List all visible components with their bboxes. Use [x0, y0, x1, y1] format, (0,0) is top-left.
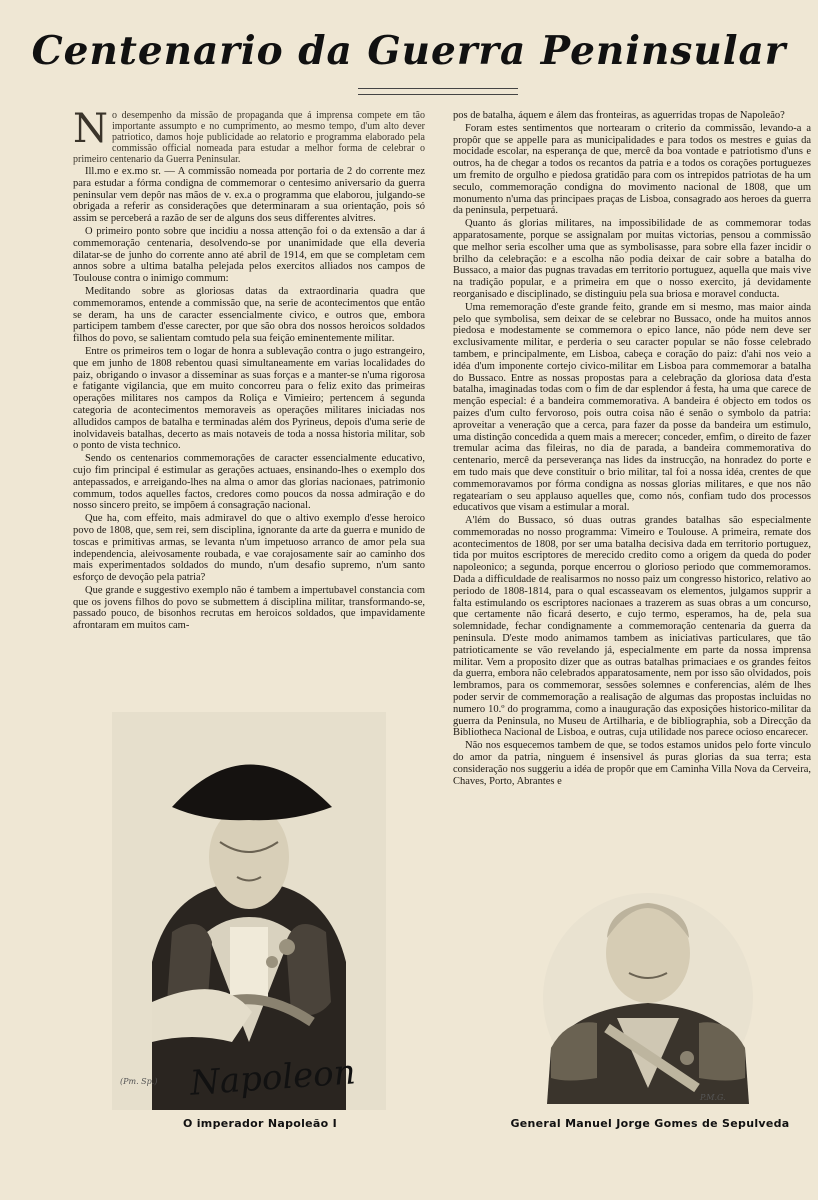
paragraph: pos de batalha, áquem e álem das fronteiras, as aguerridas tropas de Napoleão?	[453, 110, 785, 121]
right-column	[453, 110, 811, 788]
paragraph: O primeiro ponto sobre que incidiu a nossa attenção foi o da extensão a dar á commemoração centenaria, desolvendo-se por unanimidade que ella deveria dilatar-se de junho do corrente anno até abril de 1914, em que se completam cem annos sobre a ultima batalha pelejada pelos exercitos alliados nos campos de Toulouse contra o inimigo commum:	[73, 225, 425, 285]
paragraph: Não nos esquecemos tambem de que, se todos estamos unidos pelo forte vinculo do amor da patria, ninguem é insensivel ás puras glorias da sua terra; esta consideração nos suggeriu a idéa de propôr que em Caminha Villa Nova da Cerveira, Chaves, Porto, Abrantes e	[453, 740, 811, 787]
napoleon-signature: Napoleon	[188, 1052, 357, 1104]
napoleon-portrait	[112, 712, 386, 1110]
paragraph: Quanto ás glorias militares, na impossibilidade de as commemorar todas apparatosamente, porque se assignalam por muitas victorias, pensou a commissão que melhor seria escolher uma que as symbolisasse, para sobre ella fazer incidir o brilho da celebração: e a escolha não podia deixar de cair sobre a batalha do Bussaco, a maior das pugnas travadas em territorio portuguez, aquella que mais vive na tradição popular, e a primeira em que o nosso exercito, já devidamente reorganisado e disciplinado, se distinguiu pela sua briosa e moravel conducta.	[453, 218, 811, 300]
sepulveda-engraver-mark: P.M.G.	[700, 1093, 726, 1102]
napoleon-caption: O imperador Napoleão I	[182, 1117, 338, 1130]
paragraph: No desempenho da missão de propaganda que á imprensa compete em tão importante assumpto e no cumprimento, ao mesmo tempo, d'um alto dever patriotico, damos hoje publicidade ao relatorio e programma elaborado pela commissão official nomeada para estudar a melhor forma de celebrar o primeiro centenario da Guerra Peninsular.	[73, 106, 425, 165]
paragraph: Que grande e suggestivo exemplo não é tambem a impertubavel constancia com que os jovens filhos do povo se submettem á disciplina militar, transformando-se, passado pouco, de bisonhos recrutas em heroicos soldados, que impavidamente afrontaram em muitos cam-	[73, 584, 425, 632]
sepulveda-engraving	[537, 878, 759, 1104]
left-column	[73, 106, 425, 633]
sepulveda-caption: General Manuel Jorge Gomes de Sepulveda	[510, 1117, 790, 1130]
paragraph: Ill.mo e ex.mo sr. — A commissão nomeada por portaria de 2 do corrente mez para estudar a fórma condigna de commemorar o centesimo aniversario da guerra peninsular vem depôr nas mãos de v. ex.a o programma que elaborou, julgando-se obrigada a referir as considerações que determinaram a sua orientação, pois só assim se perceberá a razão de ser de alguns dos seus differentes alvitres.	[73, 166, 425, 225]
title-divider	[358, 88, 518, 95]
paragraph: Meditando sobre as gloriosas datas da extraordinaria quadra que commemoramos, entende a commissão que, na serie de acontecimentos que então se deram, ha uns de caracter essencialmente civico, e outros que, embora participem tambem d'esse carecter, por que são obra dos nossos heroicos soldados filhos do povo, se salientam comtudo pela sua feição eminentemente militar.	[73, 285, 425, 345]
paragraph: A'lém do Bussaco, só duas outras grandes batalhas são especialmente commemoradas no nosso programma: Vimeiro e Toulouse. A primeira, remate dos acontecimentos de 1808, por ser uma batalha decisiva dada em territorio portuguez, tida por muitos escriptores de merecido credito como a origem da queda do poder napoleonico; a segunda, porque encerrou o glorioso periodo que commemoramos. Dada a difficuldade de realisarmos no nosso paiz um congresso historico, relativo ao periodo de 1808-1814, para o qual escasseavam os elementos, julgamos supprir a falta estimulando os escriptores nacionaes a trazerem as suas obras a um concurso, que certamente não ficará deserto, e cujo termo, esperamos, ha de, pela sua solemnidade, fechar condignamente a commemoração centenaria da guerra da peninsula. D'este modo animamos tambem as iniciativas particulares, que tão patrioticamente se vão revelando já, especialmente em parte da nossa imprensa militar. Vem a proposito dizer que as outras batalhas primaciaes e os grandes feitos da guerra, embora não celebrados apparatosamente, nem por isso são olvidados, pois lembramos, para os commemorar, sessões solemnes e conferencias, além de lhes poder servir de commemoração a realisação de algumas das propostas incluidas no numero 10.º do programma, como a inauguração das exposições historico-militar da guerra da Peninsula, no Museu de Artilharia, e de bibliographia, sob a Direcção da Bibliotheca Nacional de Lisboa, e outras, cuja utilidade nos parece ocioso encarecer.	[453, 515, 811, 739]
paragraph: Sendo os centenarios commemorações de caracter essencialmente educativo, cujo fim principal é estimular as gerações actuaes, ensinando-lhes o exemplo dos antepassados, e arreigando-lhes na alma o amor das glorias nacionaes, patrimonio commum, todos aquelles factos, credores como poucos da nossa admiração e do nosso sincero preito, se impõem á consagração nacional.	[73, 453, 425, 512]
drop-cap: N	[73, 106, 108, 152]
sepulveda-portrait	[537, 878, 759, 1104]
paragraph: Uma rememoração d'este grande feito, grande em si mesmo, mas maior ainda pelo que symbolisa, sem deixar de se celebrar no Bussaco, onde ha muitos annos piedosa e modestamente se commemora o epico lance, não póde nem deve ser exclusivamente militar, e perderia o seu caracter popular se não fosse celebrado tambem, e principalmente, em Lisboa, cabeça e coração do paiz: d'ahi nos veio a idéa d'um imponente cortejo civico-militar em Lisboa para commemorar a batalha do Bussaco. Entre as nossas propostas para a celebração da gloriosa data d'esta batalha, imaginadas todas com o fim de dar esplendor á festa, ha uma que carece de menção especial: é a bandeira commemorativa. A bandeira é objecto em todos os paizes d'um culto fervoroso, pois outra coisa não é senão o symbolo da patria: aproveitar a veneração que a cerca, para fazer da posse da bandeira um estimulo, uma distinção concedida a quem mais a merecer; conceder, emfim, o direito de fazer tremular acima das fileiras, no dia de parada, a bandeira commemorativa do centenario, mercê da perseverança nas lides da instrucção, na honradez do porte e em tudo mais que deve constituir o brio militar, tal foi a nossa idéa, crentes de que commemoravamos por fórma condigna as nossas glorias militares, e que nos não regatearíam o seu applauso aquelles que, como nós, confiam tudo dos processos educativos que visam a estimular a moral.	[453, 301, 811, 514]
page-title: Centenario da Guerra Peninsular	[31, 28, 787, 74]
paragraph: Foram estes sentimentos que nortearam o criterio da commissão, levando-a a propôr que se appelle para as municipalidades e para todos os mestres e guias da mocidade escolar, na esperança de que, mercê da boa vontade e patriotismo d'uns e outros, ha de chegar a todos os recantos da patria e a todos os corações portuguezes um fremito de orgulho e piedosa gratidão para com os intrepidos patriotas de ha um seculo, commemoração condigna do movimento nacional de 1808, que um monumento n'uma das principaes praças de Lisboa, consagrado aos heroes da guerra da peninsula, perpetuará.	[453, 122, 811, 217]
napoleon-engraving	[112, 712, 386, 1110]
paragraph: Que ha, com effeito, mais admiravel do que o altivo exemplo d'esse heroico povo de 1808, que, sem rei, sem disciplina, ignorante da arte da guerra e munido de toscas e primitivas armas, se levanta n'um impetuoso arranco de amor pela sua independencia, aleivosamente roubada, e vae corajosamente saír ao caminho dos mais experimentados soldados do mundo, n'um desafio supremo, n'um santo esforço de devoção pela patria?	[73, 513, 425, 584]
napoleon-engraver-mark: (Pm. Sp.)	[120, 1077, 158, 1086]
paragraph: Entre os primeiros tem o logar de honra a sublevação contra o jugo estrangeiro, que em junho de 1808 rebentou quasi simultaneamente em varias localidades do paiz, obrigando o invasor a disseminar as suas forças e a manter-se n'uma rigorosa e fatigante vigilancia, que em muito concorreu para o feliz exito das primeiras operações militares nos campos da Roliça e Vimieiro; pertencem á segunda categoria de acontecimentos memoraveis as operações militares iniciadas nos alludidos campos de batalha e terminadas além dos Pyrineus, depois d'uma serie de inolvidaveis batalhas, decerto as mais notaveis de toda a nossa historia militar, sob o ponto de vista technico.	[73, 345, 425, 452]
